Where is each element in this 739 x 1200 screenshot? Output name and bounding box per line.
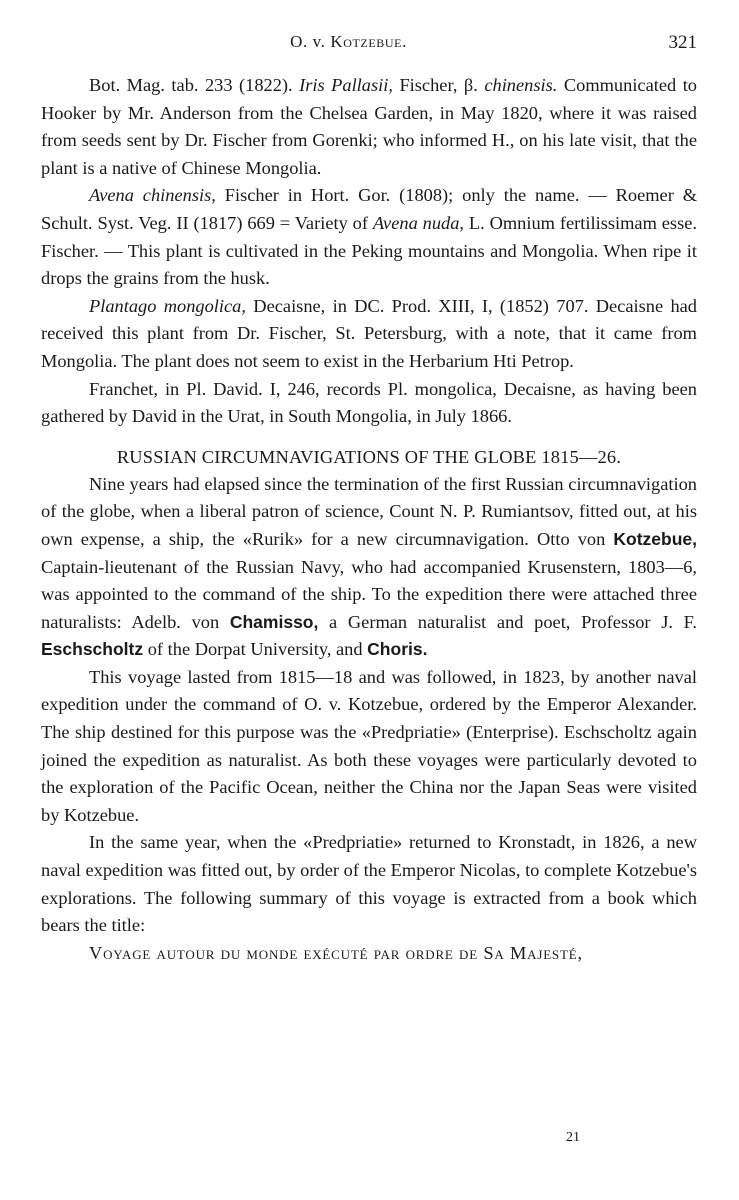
- text-run: Communicated to Hooker by Mr. Anderson from the Chelsea Garden, in May 1820, where it was raised from seeds sent by Dr. Fischer from Gorenki; who informed H., on his late visit, that the plant is a native of Chinese Mongolia.: [41, 75, 698, 178]
- text-run: Franchet, in Pl. David. I, 246, records Pl. mongolica, Decaisne, as having been gathered by David in the Urat, in South Mongolia, in July 1866.: [41, 378, 697, 427]
- section-heading: RUSSIAN CIRCUMNAVIGATIONS OF THE GLOBE 1815—26.: [116, 446, 622, 467]
- running-title-name: Kotzebue.: [330, 32, 407, 51]
- page-body: [41, 72, 697, 967]
- species-name: Avena nuda,: [372, 212, 465, 233]
- paragraph-kronstadt: [41, 829, 697, 939]
- text-run: Decaisne, in DC. Prod. XIII, I, (1852) 707. Decaisne had received this plant from Dr. Fischer, St. Petersburg, with a note, that it came from Mongolia. The plant does not seem to exist in the Herbarium Hti Petrop.: [41, 295, 697, 371]
- name-kotzebue: Kotzebue,: [613, 528, 697, 549]
- running-title: [0, 32, 697, 52]
- page-number: 321: [668, 32, 697, 53]
- text-run: a German naturalist and poet, Professor J. F.: [318, 611, 698, 632]
- paragraph-iris-pallasii: [41, 72, 697, 182]
- text-run: Fischer, β.: [392, 75, 485, 95]
- paragraph-franchet: [41, 376, 697, 431]
- name-chamisso: Chamisso,: [229, 611, 319, 632]
- text-run: L. Omnium fertilissimam esse. Fischer. — This plant is cultivated in the Peking mountains and Mongolia. When ripe it drops the grains from the husk.: [41, 212, 697, 289]
- text-run: Captain-lieutenant of the Russian Navy, who had accompanied Krusenstern, 1803—6, was appointed to the command of the ship. To the expedition there were attached three naturalists: Adelb. von: [41, 556, 697, 632]
- paragraph-rurik-voyage: [41, 471, 697, 664]
- paragraph-predpriatie: [41, 664, 697, 830]
- species-name: Avena chinensis,: [89, 185, 216, 206]
- text-run: Bot. Mag. tab. 233 (1822).: [89, 75, 300, 95]
- paragraph-plantago-mongolica: [41, 293, 697, 376]
- text-run: Nine years had elapsed since the termination of the first Russian circumnavigation of the globe, when a liberal patron of science, Count N. P. Rumiantsov, fitted out, at his own expense, a ship, the «Rurik» for a new circumnavigation. Otto von: [41, 473, 697, 549]
- book-title: Voyage autour du monde exécuté par ordre de Sa Majesté,: [89, 942, 583, 963]
- paragraph-avena-chinensis: [41, 182, 697, 292]
- text-run: of the Dorpat University, and: [143, 639, 368, 660]
- text-run: Fischer in Hort. Gor. (1808); only the name. — Roemer & Schult. Syst. Veg. II (1817) 669 = Variety of: [41, 185, 697, 233]
- running-head: [0, 32, 697, 58]
- signature-mark: 21: [566, 1130, 580, 1145]
- name-eschscholtz: Eschscholtz: [41, 639, 144, 660]
- variety-name: chinensis.: [484, 75, 558, 95]
- species-name: Plantago mongolica,: [89, 295, 246, 316]
- text-run: In the same year, when the «Predpriatie» returned to Kronstadt, in 1826, a new naval expedition was fitted out, by order of the Emperor Nicolas, to complete Kotzebue's explorations. The following summary of this voyage is extracted from a book which bears the title:: [41, 832, 697, 936]
- paragraph-book-title: [41, 940, 697, 968]
- text-run: This voyage lasted from 1815—18 and was followed, in 1823, by another naval expedition under the command of O. v. Kotzebue, ordered by the Emperor Alexander. The ship destined for this purpose was the «Predpriatie» (Enterprise). Eschscholtz again joined the expedition as naturalist. As both these voyages were particularly devoted to the exploration of the Pacific Ocean, neither the China nor the Japan Seas were visited by Kotzebue.: [41, 666, 697, 825]
- name-choris: Choris.: [367, 639, 428, 660]
- running-title-prefix: O. v.: [290, 32, 331, 51]
- species-name: Iris Pallasii,: [299, 75, 393, 95]
